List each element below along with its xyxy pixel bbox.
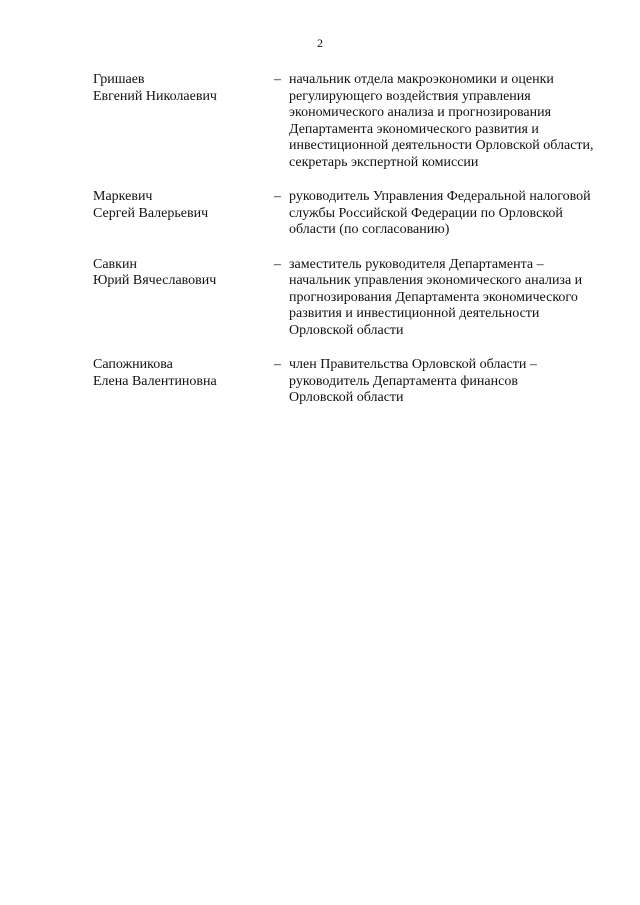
member-entry: [0, 72, 640, 171]
member-dash: –: [274, 72, 281, 87]
member-entry: [0, 357, 640, 407]
position-line: прогнозирования Департамента экономического: [289, 289, 578, 305]
position-line: секретарь экспертной комиссии: [289, 154, 479, 170]
member-surname: Савкин: [93, 256, 137, 272]
member-dash: –: [274, 189, 281, 204]
position-line: развития и инвестиционной деятельности: [289, 306, 540, 321]
position-line: инвестиционной деятельности Орловской области,: [289, 138, 594, 153]
member-name: [93, 257, 268, 290]
member-position: [289, 257, 625, 340]
member-first-patronymic: Елена Валентиновна: [93, 373, 217, 389]
member-entry: [0, 189, 640, 239]
member-dash: –: [274, 256, 281, 272]
member-name: [93, 357, 268, 390]
position-line: экономического анализа и прогнозирования: [289, 105, 552, 120]
member-position: [289, 189, 625, 239]
member-first-patronymic: Евгений Николаевич: [93, 88, 217, 104]
position-line: начальник отдела макроэкономики и оценки: [289, 72, 554, 87]
member-first-patronymic: Сергей Валерьевич: [93, 205, 209, 221]
member-surname: Сапожникова: [93, 357, 173, 372]
position-line: регулирующего воздействия управления: [289, 88, 531, 104]
member-name: [93, 189, 268, 222]
member-first-patronymic: Юрий Вячеславович: [93, 273, 217, 288]
page-number: 2: [317, 36, 323, 50]
member-dash: –: [274, 357, 281, 372]
member-surname: Маркевич: [93, 189, 153, 204]
member-position: [289, 72, 625, 171]
member-entry: [0, 257, 640, 340]
position-line: области (по согласованию): [289, 222, 450, 237]
position-line: член Правительства Орловской области –: [289, 357, 537, 372]
position-line: Орловской области: [289, 322, 404, 338]
position-line: начальник управления экономического анализа и: [289, 273, 583, 288]
position-line: службы Российской Федерации по Орловской: [289, 205, 563, 221]
member-position: [289, 357, 625, 407]
position-line: Орловской области: [289, 390, 404, 405]
position-line: руководитель Департамента финансов: [289, 373, 518, 389]
commission-members-list: [0, 72, 640, 407]
position-line: заместитель руководителя Департамента –: [289, 256, 544, 272]
member-name: [93, 72, 268, 105]
position-line: руководитель Управления Федеральной налоговой: [289, 189, 591, 204]
member-surname: Гришаев: [93, 72, 145, 87]
position-line: Департамента экономического развития и: [289, 121, 539, 137]
